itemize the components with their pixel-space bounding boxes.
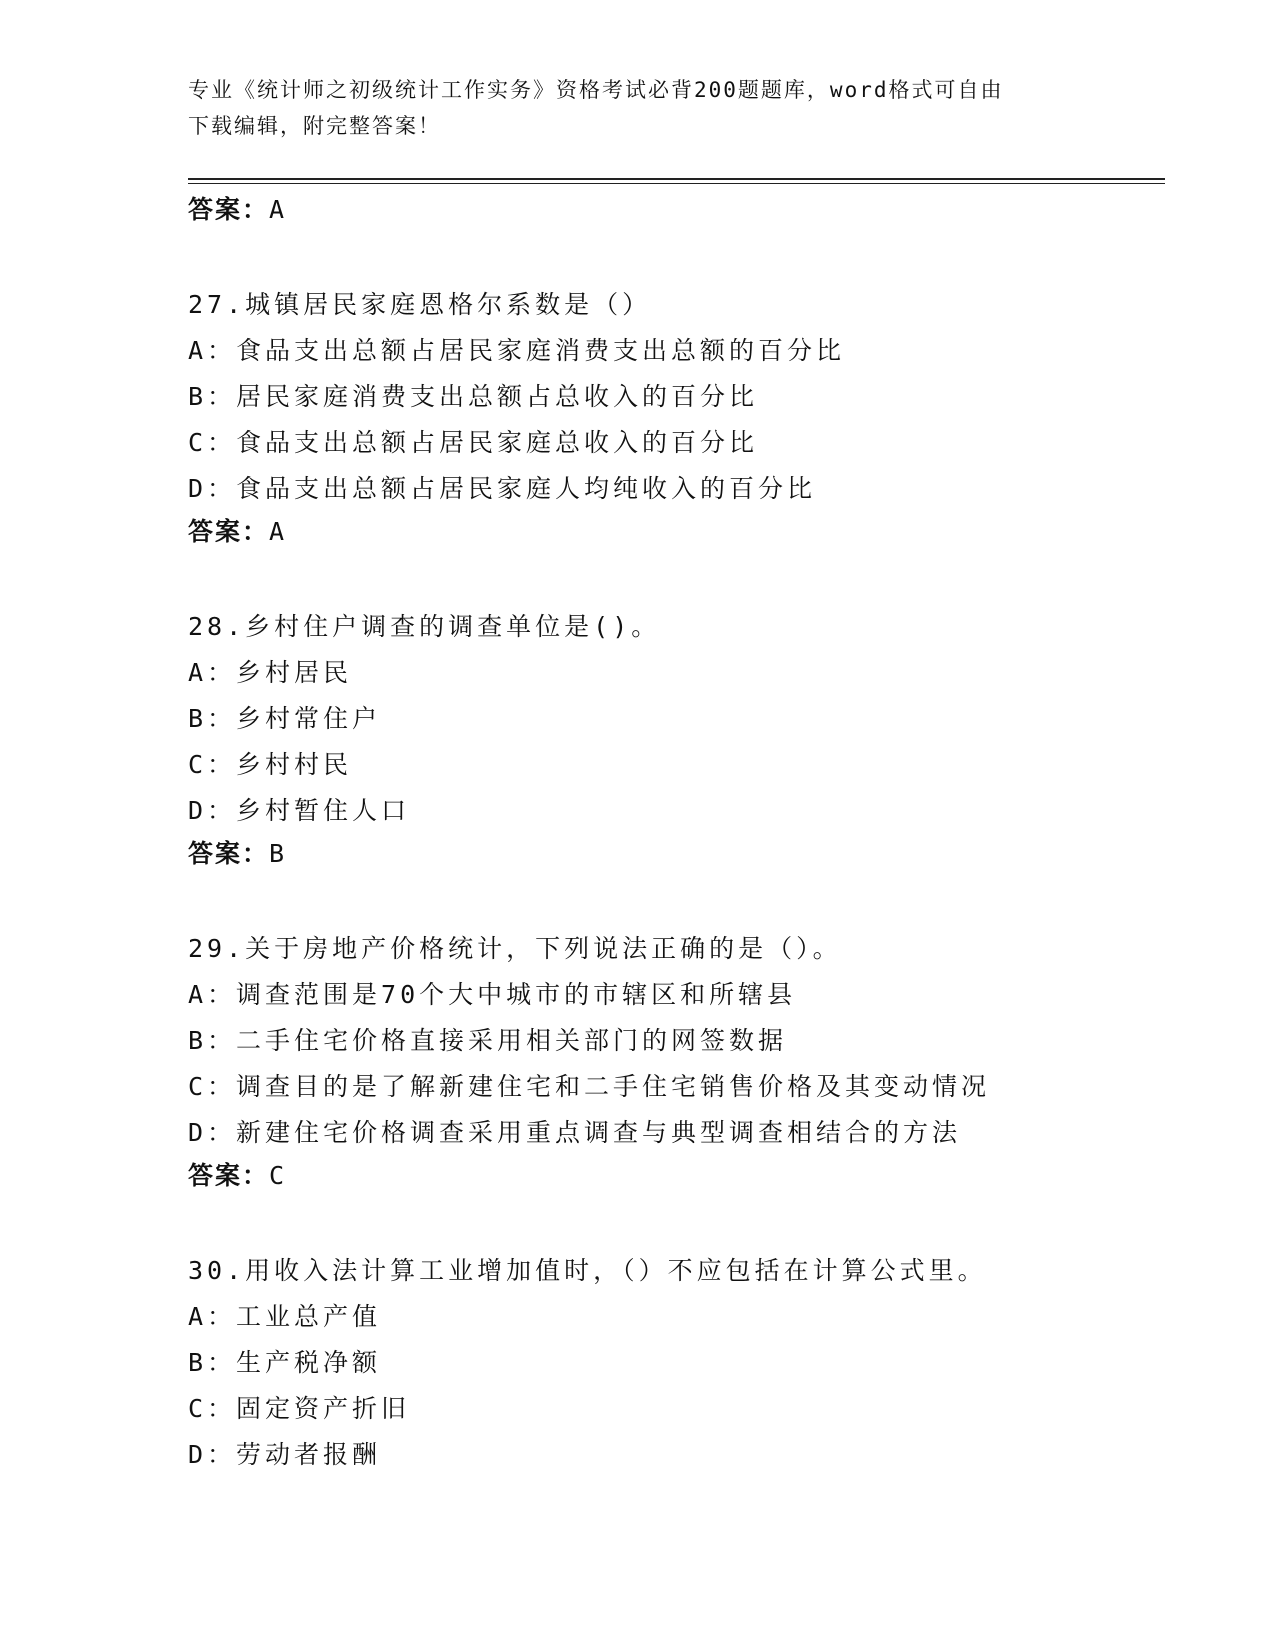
answer-line (188, 514, 1165, 550)
answer-label: 答案： (188, 517, 270, 546)
option-d: D：劳动者报酬 (188, 1440, 382, 1469)
question-27 (188, 282, 1165, 550)
option-a: A：乡村居民 (188, 658, 353, 687)
question-30 (188, 1248, 1165, 1478)
header-divider-thick (188, 178, 1165, 180)
option-a: A：工业总产值 (188, 1302, 382, 1331)
option-c: C：调查目的是了解新建住宅和二手住宅销售价格及其变动情况 (188, 1072, 991, 1101)
option-c: C：乡村村民 (188, 750, 353, 779)
option-c: C：食品支出总额占居民家庭总收入的百分比 (188, 428, 759, 457)
option-b: B：居民家庭消费支出总额占总收入的百分比 (188, 382, 759, 411)
answer-value: A (269, 195, 287, 224)
answer-value: B (269, 839, 287, 868)
option-b: B：生产税净额 (188, 1348, 382, 1377)
question-stem: 27.城镇居民家庭恩格尔系数是（） (188, 290, 652, 319)
header-divider-thin (188, 183, 1165, 184)
option-c: C：固定资产折旧 (188, 1394, 411, 1423)
question-stem: 29.关于房地产价格统计，下列说法正确的是（）。 (188, 934, 842, 963)
answer-line (188, 836, 1165, 872)
document-header (188, 72, 1088, 144)
answer-label: 答案： (188, 839, 270, 868)
option-d: D：乡村暂住人口 (188, 796, 411, 825)
question-28 (188, 604, 1165, 872)
answer-value: A (269, 517, 287, 546)
answer-label: 答案： (188, 1161, 270, 1190)
option-d: D：食品支出总额占居民家庭人均纯收入的百分比 (188, 474, 817, 503)
answer-line (188, 192, 1165, 228)
answer-line (188, 1158, 1165, 1194)
header-line-2: 下载编辑，附完整答案！ (188, 114, 441, 138)
option-a: A：调查范围是70个大中城市的市辖区和所辖县 (188, 980, 797, 1009)
answer-value: C (269, 1161, 287, 1190)
option-b: B：乡村常住户 (188, 704, 382, 733)
option-b: B：二手住宅价格直接采用相关部门的网签数据 (188, 1026, 788, 1055)
option-a: A：食品支出总额占居民家庭消费支出总额的百分比 (188, 336, 846, 365)
header-line-1: 专业《统计师之初级统计工作实务》资格考试必背200题题库，word格式可自由 (188, 78, 1004, 102)
question-29 (188, 926, 1165, 1194)
option-d: D：新建住宅价格调查采用重点调查与典型调查相结合的方法 (188, 1118, 962, 1147)
question-list (188, 192, 1165, 1478)
question-stem: 30.用收入法计算工业增加值时，（）不应包括在计算公式里。 (188, 1256, 987, 1285)
answer-label: 答案： (188, 195, 270, 224)
question-stem: 28.乡村住户调查的调查单位是()。 (188, 612, 661, 641)
